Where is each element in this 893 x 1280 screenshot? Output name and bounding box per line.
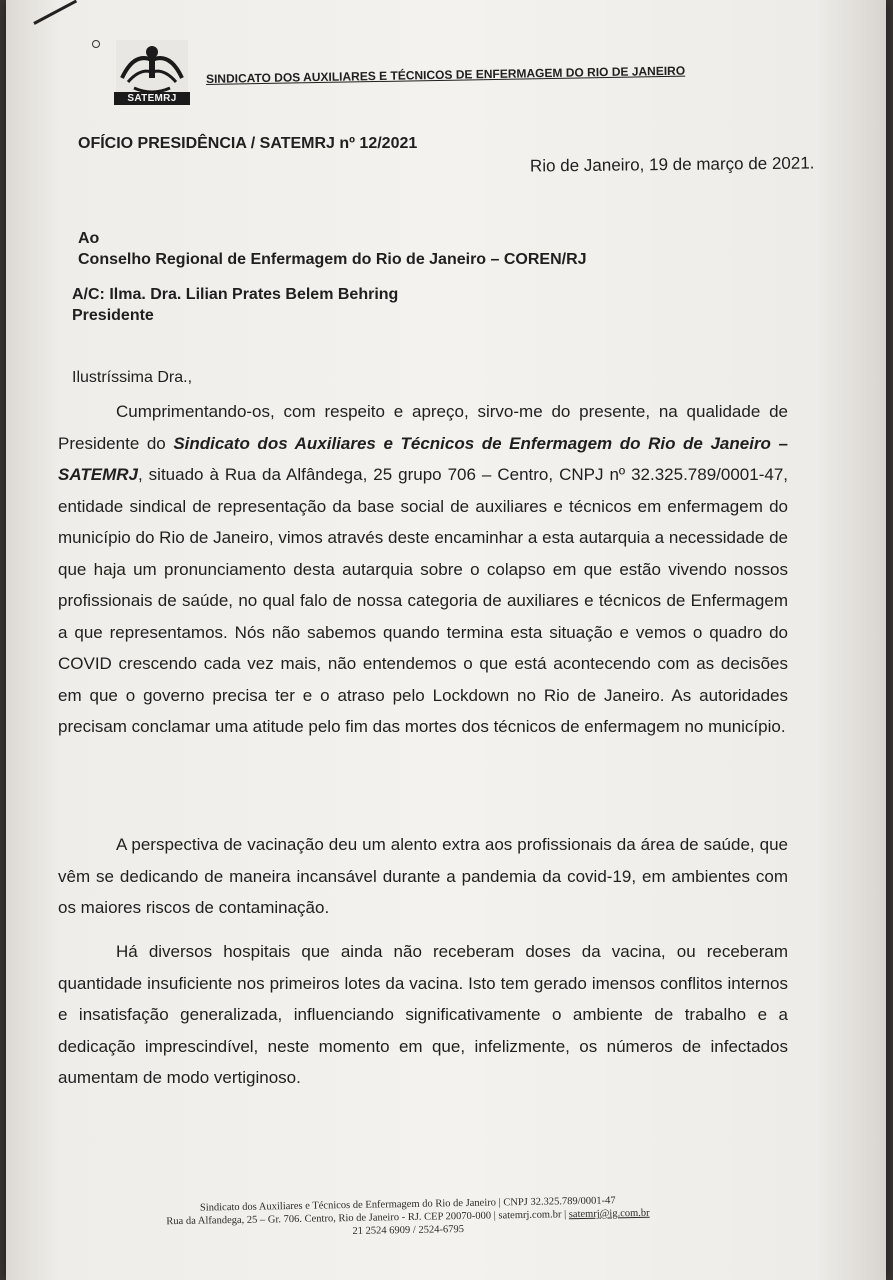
footer-line-2: Rua da Alfandega, 25 – Gr. 706. Centro, Rio de Janeiro - RJ. CEP 20070-000 | satemrj.com.br | xyxy=(166,1209,569,1228)
footer-email: satemrj@ig.com.br xyxy=(568,1207,650,1221)
salutation: Ilustríssima Dra., xyxy=(72,369,193,386)
body-paragraph-2 xyxy=(58,829,788,924)
paragraph-text: Cumprimentando-os, com respeito e apreço, sirvo-me do presente, na qualidade de Presidente do xyxy=(58,402,788,453)
addressee-to: Ao xyxy=(78,230,100,247)
organization-header: SINDICATO DOS AUXILIARES E TÉCNICOS DE ENFERMAGEM DO RIO DE JANEIRO xyxy=(205,63,686,86)
body-paragraph-3 xyxy=(58,936,788,1094)
footer-phone: 21 2524 6909 / 2524-6795 xyxy=(352,1224,465,1237)
attention-title: Presidente xyxy=(72,307,154,324)
footer-line-1: Sindicato dos Auxiliares e Técnicos de Enfermagem do Rio de Janeiro | CNPJ 32.325.789/0001-47 xyxy=(199,1195,616,1214)
body-paragraph-1 xyxy=(58,396,788,743)
paragraph-text: A perspectiva de vacinação deu um alento extra aos profissionais da área de saúde, que vêm se dedicando de maneira incansável durante a pandemia da covid-19, em ambientes com os maiores riscos de contaminação. xyxy=(58,835,788,917)
paragraph-text: Há diversos hospitais que ainda não receberam doses da vacina, ou receberam quantidade insuficiente nos primeiros lotes da vacina. Isto tem gerado imensos conflitos internos e insatisfação generalizada, influenciando significativamente o ambiente de trabalho e a dedicação imprescindível, neste momento em que, infelizmente, os números de infectados aumentam de modo vertiginoso. xyxy=(58,942,788,1087)
pen-stroke-mark xyxy=(33,0,77,25)
attention-line: A/C: Ilma. Dra. Lilian Prates Belem Behring xyxy=(72,286,399,303)
logo-label: SATEMRJ xyxy=(114,92,190,105)
ink-dot-mark xyxy=(92,40,100,48)
letter-page xyxy=(6,0,886,1280)
letterhead-footer xyxy=(98,1193,719,1243)
addressee-name: Conselho Regional de Enfermagem do Rio de Janeiro – COREN/RJ xyxy=(78,251,587,268)
attention-block xyxy=(72,284,398,326)
date-line: Rio de Janeiro, 19 de março de 2021. xyxy=(529,153,815,176)
paragraph-text: , situado à Rua da Alfândega, 25 grupo 706 – Centro, CNPJ nº 32.325.789/0001-47, entidade sindical de representação da base social de auxiliares e técnicos em enfermagem do município do Rio de Janeiro, vimos através deste encaminhar a esta autarquia a necessidade de que haja um pronunciamento desta autarquia sobre o colapso em que estão vivendo nossos profissionais de saúde, no qual falo de nossa categoria de auxiliares e técnicos de Enfermagem a que representamos. Nós não sabemos quando termina esta situação e vemos o quadro do COVID crescendo cada vez mais, não entendemos o que está acontecendo com as decisões em que o governo precisa ter e o atraso pelo Lockdown no Rio de Janeiro. As autoridades precisam conclamar uma atitude pelo fim das mortes dos técnicos de enfermagem no município. xyxy=(58,465,788,736)
union-name-emphasis: Sindicato dos Auxiliares e Técnicos de Enfermagem do Rio de Janeiro – SATEMRJ xyxy=(58,433,788,484)
document-reference: OFÍCIO PRESIDÊNCIA / SATEMRJ nº 12/2021 xyxy=(78,135,418,152)
addressee-block xyxy=(78,228,587,270)
